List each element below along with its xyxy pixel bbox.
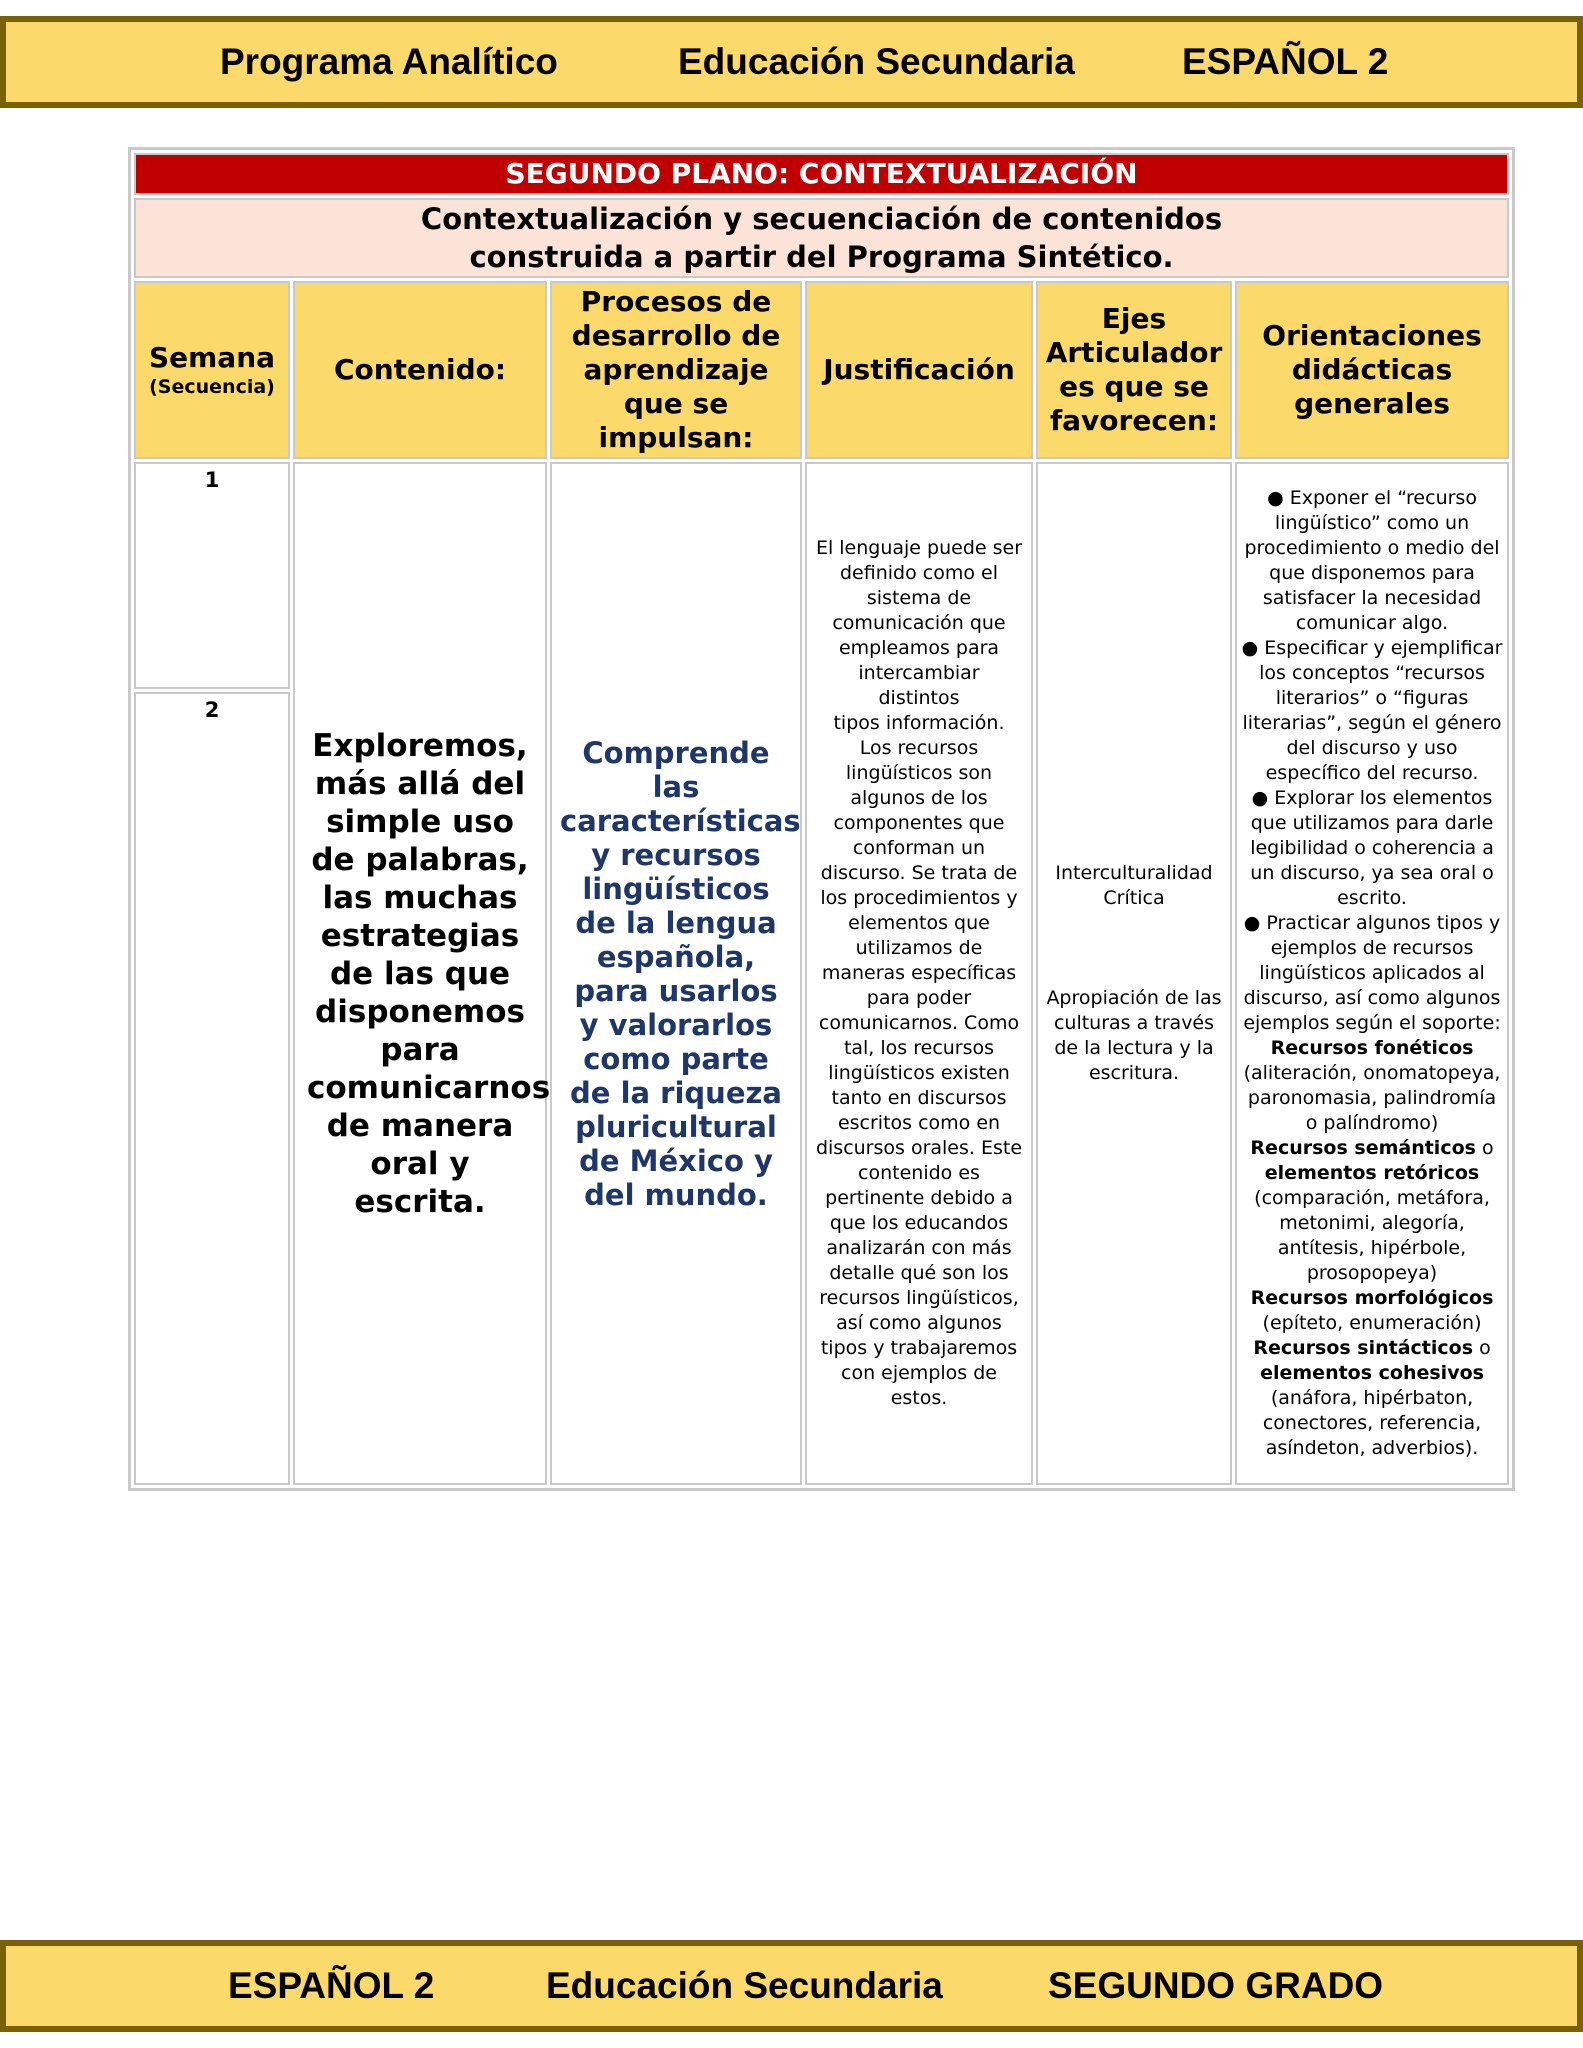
plan-subtitle-line2: construida a partir del Programa Sintético. — [469, 240, 1174, 274]
orientacion-bullet-4: ● Practicar algunos tipos y ejemplos de recursos lingüísticos aplicados al discurso, así como algunos ejemplos según el soporte: — [1243, 912, 1501, 1034]
header-semana-label: Semana — [148, 341, 276, 374]
header-orientaciones: Orientaciones didácticas generales — [1235, 281, 1509, 459]
plan-table — [128, 147, 1515, 1491]
ejes-cell — [1036, 462, 1232, 1485]
recursos-semanticos-text: (comparación, metáfora, metonimi, alegoría, antítesis, hipérbole, prosopopeya) — [1254, 1187, 1490, 1284]
elementos-cohesivos-title: elementos cohesivos — [1260, 1362, 1484, 1384]
elementos-retoricos-title: elementos retóricos — [1264, 1162, 1480, 1184]
orientacion-bullet-3: ● Explorar los elementos que utilizamos para darle legibilidad o coherencia a un discurso, ya sea oral o escrito. — [1250, 787, 1494, 909]
header-procesos: Procesos de desarrollo de aprendizaje que se impulsan: — [550, 281, 802, 459]
footer-grade: SEGUNDO GRADO — [1048, 1965, 1384, 2006]
header-level: Educación Secundaria — [678, 41, 1075, 82]
header-banner — [0, 16, 1583, 108]
header-semana — [134, 281, 290, 459]
recursos-morfologicos-text: (epíteto, enumeración) — [1262, 1312, 1482, 1334]
recursos-sintacticos — [1241, 1336, 1503, 1461]
recursos-semanticos-or: o — [1482, 1137, 1494, 1159]
recursos-semanticos — [1241, 1136, 1503, 1286]
ejes-spacer — [1044, 911, 1224, 986]
orientacion-bullet-1: ● Exponer el “recurso lingüístico” como un procedimiento o medio del que disponemos para satisfacer la necesidad comunicar algo. — [1244, 487, 1500, 634]
procesos-cell: Comprende las características y recursos lingüísticos de la lengua española, para usarlos y valorarlos como parte de la riqueza pluricultural de México y del mundo. — [550, 462, 802, 1485]
header-semana-sub: (Secuencia) — [149, 376, 275, 398]
recursos-sintacticos-or: o — [1479, 1337, 1491, 1359]
recursos-sintacticos-text: (anáfora, hipérbaton, conectores, referencia, asíndeton, adverbios). — [1262, 1387, 1482, 1459]
recursos-semanticos-title: Recursos semánticos — [1250, 1137, 1476, 1159]
footer-subject: ESPAÑOL 2 — [228, 1965, 435, 2006]
header-justificacion: Justificación — [805, 281, 1033, 459]
plan-subtitle — [134, 198, 1509, 278]
eje-1-line1: Interculturalidad — [1055, 862, 1213, 884]
recursos-morfologicos-title: Recursos morfológicos — [1250, 1287, 1494, 1309]
header-program: Programa Analítico — [220, 41, 558, 82]
week-2-cell: 2 — [134, 692, 290, 1485]
recursos-foneticos-text: (aliteración, onomatopeya, paronomasia, palindromía o palíndromo) — [1243, 1062, 1501, 1134]
eje-1-line2: Crítica — [1103, 887, 1165, 909]
plan-title: SEGUNDO PLANO: CONTEXTUALIZACIÓN — [134, 153, 1509, 195]
recursos-foneticos — [1241, 1036, 1503, 1136]
week-1-cell: 1 — [134, 462, 290, 689]
eje-apropiacion: Apropiación de las culturas a través de la lectura y la escritura. — [1046, 987, 1222, 1084]
recursos-foneticos-title: Recursos fonéticos — [1270, 1037, 1474, 1059]
orientaciones-cell — [1235, 462, 1509, 1485]
header-subject: ESPAÑOL 2 — [1182, 41, 1389, 82]
justificacion-cell: El lenguaje puede ser definido como el sistema de comunicación que empleamos para intercambiar distintos tipos información. Los recursos lingüísticos son algunos de los componentes que conforman un discurso. Se trata de los procedimientos y elementos que utilizamos de maneras específicas para poder comunicarnos. Como tal, los recursos lingüísticos existen tanto en discursos escritos como en discursos orales. Este contenido es pertinente debido a que los educandos analizarán con más detalle qué son los recursos lingüísticos, así como algunos tipos y trabajaremos con ejemplos de estos. — [805, 462, 1033, 1485]
footer-banner — [0, 1940, 1583, 2032]
header-contenido: Contenido: — [293, 281, 547, 459]
plan-subtitle-line1: Contextualización y secuenciación de contenidos — [420, 202, 1223, 236]
footer-level: Educación Secundaria — [546, 1965, 943, 2006]
eje-interculturalidad — [1044, 861, 1224, 911]
recursos-morfologicos — [1241, 1286, 1503, 1336]
header-ejes: Ejes Articulador es que se favorecen: — [1036, 281, 1232, 459]
contenido-cell: Exploremos, más allá del simple uso de palabras, las muchas estrategias de las que disponemos para comunicarnos de manera oral y escrita. — [293, 462, 547, 1485]
orientacion-bullet-2: ● Especificar y ejemplificar los conceptos “recursos literarios” o “figuras literarias”, según el género del discurso y uso específico del recurso. — [1241, 637, 1503, 784]
recursos-sintacticos-title: Recursos sintácticos — [1253, 1337, 1474, 1359]
